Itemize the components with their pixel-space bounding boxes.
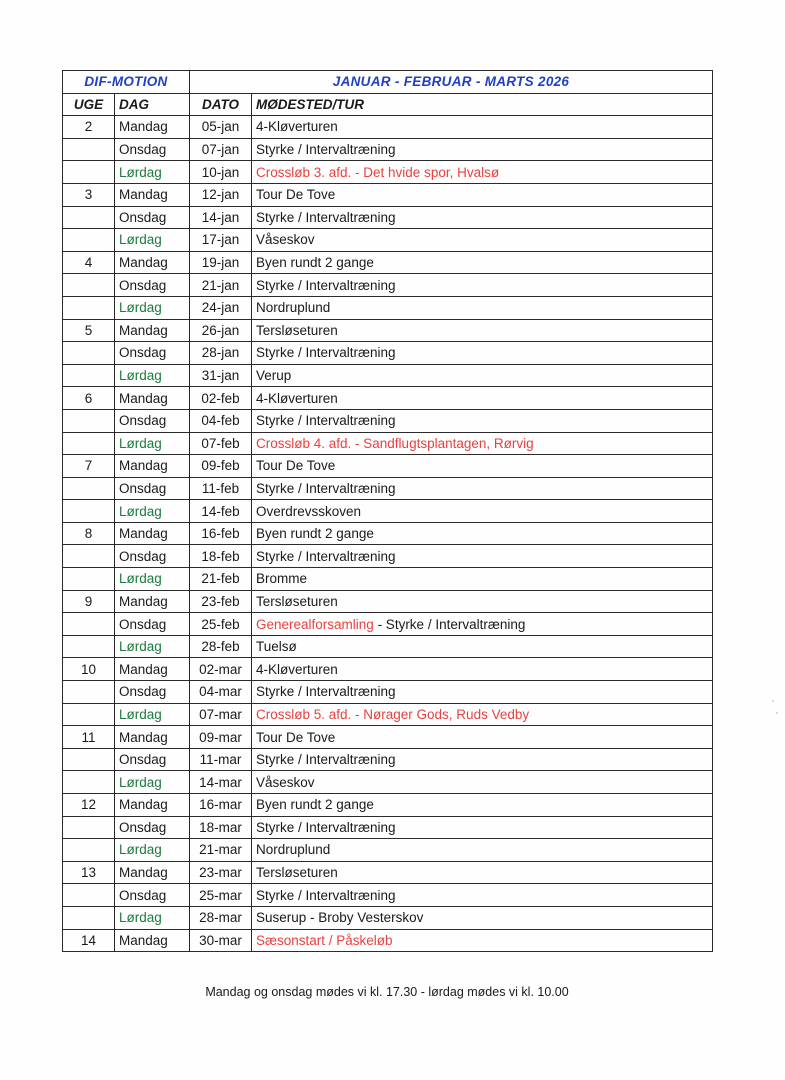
cell-tur [252,613,713,636]
cell-uge: 9 [63,590,115,613]
cell-dag: Mandag [115,251,190,274]
cell-dag: Mandag [115,726,190,749]
cell-uge [63,748,115,771]
cell-uge [63,229,115,252]
cell-dag: Mandag [115,319,190,342]
cell-dato: 14-jan [190,206,252,229]
footer-note: Mandag og onsdag mødes vi kl. 17.30 - lørdag mødes vi kl. 10.00 [205,985,569,999]
column-header-dag: DAG [115,93,190,116]
cell-dag: Mandag [115,522,190,545]
cell-dato: 21-mar [190,839,252,862]
cell-uge [63,816,115,839]
cell-dag: Lørdag [115,839,190,862]
cell-tur: Styrke / Intervaltræning [252,477,713,500]
table-row [63,455,713,478]
cell-tur: Tour De Tove [252,455,713,478]
cell-dag: Lørdag [115,500,190,523]
cell-dato: 07-mar [190,703,252,726]
table-row [63,138,713,161]
cell-dato: 12-jan [190,183,252,206]
cell-uge: 8 [63,522,115,545]
cell-dato: 05-jan [190,116,252,139]
cell-uge: 5 [63,319,115,342]
cell-tur: Bromme [252,568,713,591]
cell-tur: Våseskov [252,771,713,794]
cell-tur: Tuelsø [252,635,713,658]
cell-tur: Nordruplund [252,839,713,862]
table-row [63,771,713,794]
cell-dato: 02-mar [190,658,252,681]
cell-dato: 16-feb [190,522,252,545]
column-header-dato: DATO [190,93,252,116]
table-row [63,906,713,929]
cell-dato: 25-feb [190,613,252,636]
table-row [63,568,713,591]
column-header-tur: MØDESTED/TUR [252,93,713,116]
schedule-table [62,70,713,952]
cell-dato: 19-jan [190,251,252,274]
table-row [63,884,713,907]
cell-dag: Onsdag [115,748,190,771]
cell-dag: Lørdag [115,296,190,319]
cell-dato: 30-mar [190,929,252,952]
table-row [63,116,713,139]
cell-uge [63,432,115,455]
table-row [63,929,713,952]
cell-uge [63,681,115,704]
cell-tur: Crossløb 3. afd. - Det hvide spor, Hvalsø [252,161,713,184]
cell-uge: 3 [63,183,115,206]
cell-uge [63,364,115,387]
cell-dag: Lørdag [115,906,190,929]
cell-uge [63,839,115,862]
cell-tur-rest: - Styrke / Intervaltræning [373,616,526,632]
cell-dag: Onsdag [115,274,190,297]
cell-dag: Lørdag [115,635,190,658]
cell-uge: 2 [63,116,115,139]
cell-uge [63,477,115,500]
cell-tur: Styrke / Intervaltræning [252,545,713,568]
cell-tur: Styrke / Intervaltræning [252,342,713,365]
cell-dato: 18-feb [190,545,252,568]
table-row [63,861,713,884]
table-row [63,500,713,523]
cell-uge [63,613,115,636]
cell-dato: 04-mar [190,681,252,704]
cell-uge: 6 [63,387,115,410]
cell-uge [63,274,115,297]
cell-dag: Onsdag [115,477,190,500]
cell-tur: Sæsonstart / Påskeløb [252,929,713,952]
table-row [63,206,713,229]
table-row [63,613,713,636]
cell-dato: 21-jan [190,274,252,297]
cell-dato: 28-feb [190,635,252,658]
table-row [63,183,713,206]
cell-dato: 09-feb [190,455,252,478]
cell-tur: Styrke / Intervaltræning [252,206,713,229]
table-row [63,726,713,749]
cell-dag: Onsdag [115,884,190,907]
cell-tur: Styrke / Intervaltræning [252,748,713,771]
cell-dag: Onsdag [115,342,190,365]
table-row [63,409,713,432]
cell-dag: Onsdag [115,816,190,839]
cell-dato: 04-feb [190,409,252,432]
table-row [63,161,713,184]
cell-dag: Mandag [115,387,190,410]
cell-tur: Byen rundt 2 gange [252,251,713,274]
cell-dag: Lørdag [115,364,190,387]
cell-dato: 14-feb [190,500,252,523]
cell-dato: 16-mar [190,794,252,817]
cell-dato: 21-feb [190,568,252,591]
club-title: DIF-MOTION [63,71,190,94]
cell-tur: Styrke / Intervaltræning [252,681,713,704]
cell-dag: Onsdag [115,206,190,229]
cell-tur: Styrke / Intervaltræning [252,884,713,907]
cell-dato: 02-feb [190,387,252,410]
cell-dag: Lørdag [115,432,190,455]
cell-uge [63,161,115,184]
cell-dag: Onsdag [115,613,190,636]
cell-tur: Tour De Tove [252,183,713,206]
cell-dag: Onsdag [115,138,190,161]
cell-tur: Tersløseturen [252,590,713,613]
table-row [63,658,713,681]
cell-uge [63,545,115,568]
cell-dato: 24-jan [190,296,252,319]
title-row [63,71,713,94]
cell-uge [63,500,115,523]
cell-tur: Styrke / Intervaltræning [252,274,713,297]
cell-tur: Styrke / Intervaltræning [252,816,713,839]
cell-uge [63,771,115,794]
cell-dato: 18-mar [190,816,252,839]
cell-uge [63,409,115,432]
cell-uge: 11 [63,726,115,749]
table-row [63,522,713,545]
cell-dato: 14-mar [190,771,252,794]
cell-dato: 11-mar [190,748,252,771]
cell-dato: 09-mar [190,726,252,749]
table-row [63,251,713,274]
cell-dato: 07-feb [190,432,252,455]
cell-dag: Mandag [115,794,190,817]
cell-tur: Crossløb 5. afd. - Nørager Gods, Ruds Vedby [252,703,713,726]
cell-tur: Styrke / Intervaltræning [252,409,713,432]
cell-uge [63,138,115,161]
table-row [63,432,713,455]
table-row [63,545,713,568]
table-row [63,342,713,365]
cell-uge: 14 [63,929,115,952]
cell-uge: 4 [63,251,115,274]
cell-dato: 11-feb [190,477,252,500]
cell-dag: Mandag [115,658,190,681]
table-header-row [63,93,713,116]
cell-uge: 12 [63,794,115,817]
schedule-sheet [62,70,712,952]
cell-uge [63,296,115,319]
table-row [63,319,713,342]
cell-tur: Tour De Tove [252,726,713,749]
table-row [63,590,713,613]
cell-tur: Nordruplund [252,296,713,319]
cell-dag: Mandag [115,929,190,952]
table-row [63,794,713,817]
table-row [63,703,713,726]
cell-dato: 31-jan [190,364,252,387]
cell-dato: 28-mar [190,906,252,929]
cell-tur-highlight: Generealforsamling [256,616,374,632]
cell-dag: Onsdag [115,409,190,432]
table-row [63,839,713,862]
cell-dato: 25-mar [190,884,252,907]
cell-tur: Verup [252,364,713,387]
cell-dato: 23-mar [190,861,252,884]
cell-dato: 17-jan [190,229,252,252]
cell-dag: Onsdag [115,545,190,568]
cell-dag: Mandag [115,861,190,884]
cell-uge [63,906,115,929]
cell-tur: Byen rundt 2 gange [252,794,713,817]
cell-dag: Lørdag [115,703,190,726]
cell-tur: Crossløb 4. afd. - Sandflugtsplantagen, Rørvig [252,432,713,455]
table-row [63,748,713,771]
cell-uge [63,635,115,658]
cell-tur: Byen rundt 2 gange [252,522,713,545]
table-row [63,816,713,839]
table-row [63,364,713,387]
cell-uge [63,206,115,229]
cell-uge [63,568,115,591]
cell-tur: Tersløseturen [252,861,713,884]
cell-dato: 26-jan [190,319,252,342]
cell-tur: Overdrevsskoven [252,500,713,523]
cell-dag: Mandag [115,455,190,478]
table-row [63,296,713,319]
cell-dato: 10-jan [190,161,252,184]
table-row [63,635,713,658]
scan-speck [772,700,774,702]
cell-dag: Mandag [115,590,190,613]
cell-uge [63,342,115,365]
cell-dag: Mandag [115,116,190,139]
cell-dato: 23-feb [190,590,252,613]
cell-tur: Suserup - Broby Vesterskov [252,906,713,929]
cell-tur: 4-Kløverturen [252,116,713,139]
cell-dato: 07-jan [190,138,252,161]
table-row [63,681,713,704]
cell-dag: Lørdag [115,771,190,794]
table-row [63,477,713,500]
cell-tur: Styrke / Intervaltræning [252,138,713,161]
cell-dag: Lørdag [115,229,190,252]
cell-dag: Mandag [115,183,190,206]
cell-tur: Tersløseturen [252,319,713,342]
period-title: JANUAR - FEBRUAR - MARTS 2026 [190,71,713,94]
table-row [63,229,713,252]
cell-dato: 28-jan [190,342,252,365]
cell-uge: 13 [63,861,115,884]
cell-dag: Lørdag [115,161,190,184]
cell-tur: Våseskov [252,229,713,252]
cell-uge: 10 [63,658,115,681]
cell-dag: Onsdag [115,681,190,704]
scan-speck [776,712,778,714]
table-row [63,274,713,297]
cell-uge: 7 [63,455,115,478]
cell-uge [63,703,115,726]
cell-uge [63,884,115,907]
column-header-uge: UGE [63,93,115,116]
cell-tur: 4-Kløverturen [252,658,713,681]
cell-dag: Lørdag [115,568,190,591]
table-row [63,387,713,410]
cell-tur: 4-Kløverturen [252,387,713,410]
schedule-table-body [63,71,713,952]
